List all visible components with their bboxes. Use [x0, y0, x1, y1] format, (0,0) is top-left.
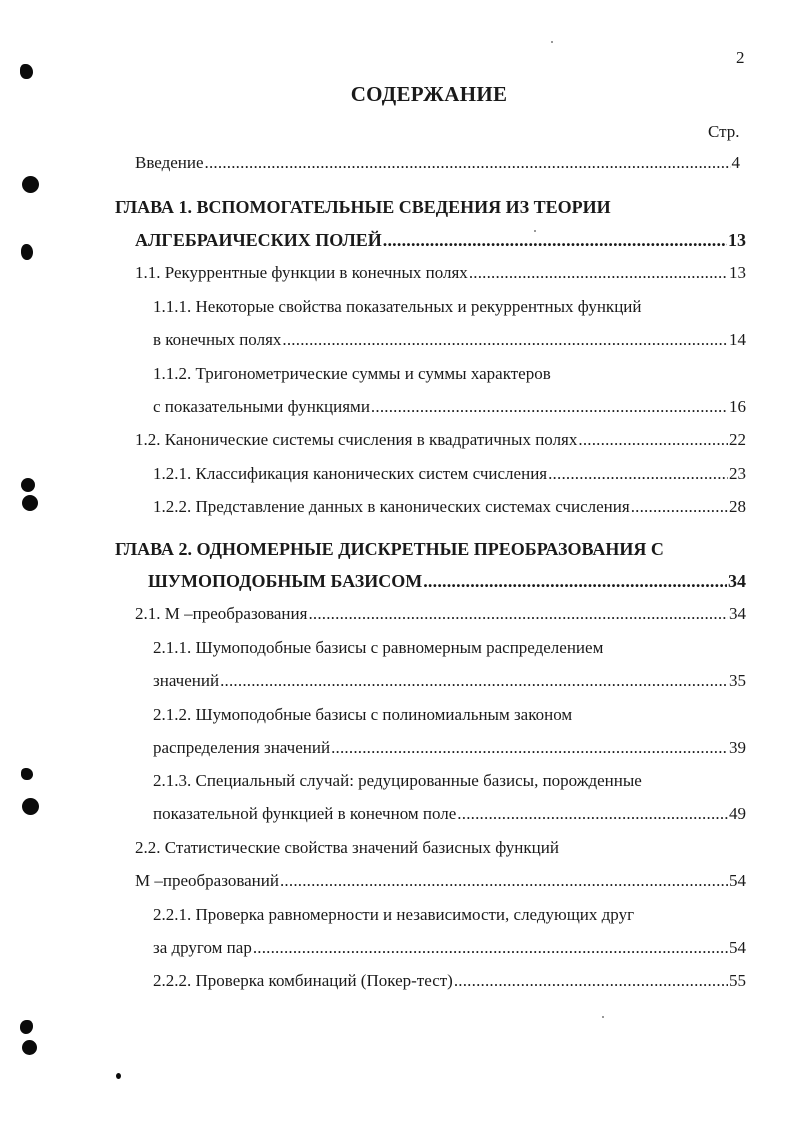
toc-entry-page: 34	[728, 571, 746, 591]
page-title: СОДЕРЖАНИЕ	[350, 82, 508, 106]
leader-dots	[331, 737, 728, 759]
leader-dots	[280, 870, 728, 892]
toc-entry-page: 22	[729, 430, 746, 449]
toc-entry-page: 54	[729, 871, 746, 890]
toc-entry-page: 13	[728, 230, 746, 250]
toc-entry-2-2-1[interactable]	[153, 937, 746, 959]
toc-entry-label: за другом пар	[153, 938, 252, 957]
leader-dots	[308, 603, 728, 625]
toc-entry-2-1[interactable]	[135, 603, 746, 625]
toc-entry-page: 23	[729, 464, 746, 483]
toc-entry-page: 4	[731, 153, 740, 172]
toc-entry-label: 2.1. М –преобразования	[135, 604, 308, 623]
leader-dots	[548, 463, 728, 485]
toc-entry-1-2[interactable]	[135, 429, 746, 451]
toc-entry-1-1-2-line1: 1.1.2. Тригонометрические суммы и суммы характеров	[153, 364, 551, 383]
toc-entry-2-2[interactable]	[135, 870, 746, 892]
toc-entry-label: 1.2. Канонические системы счисления в квадратичных полях	[135, 430, 578, 449]
toc-entry-2-1-2[interactable]	[153, 737, 746, 759]
page-column-label: Стр.	[708, 122, 740, 141]
leader-dots	[457, 803, 728, 825]
leader-dots	[578, 429, 728, 451]
toc-entry-introduction[interactable]	[135, 152, 740, 174]
toc-entry-page: 13	[729, 263, 746, 282]
toc-entry-2-1-2-line1: 2.1.2. Шумоподобные базисы с полиномиальным законом	[153, 705, 573, 724]
punch-hole	[22, 798, 39, 815]
toc-entry-2-2-2[interactable]	[153, 970, 746, 992]
scan-blot	[20, 64, 33, 79]
toc-entry-1-1-1[interactable]	[153, 329, 746, 351]
scan-blot	[21, 478, 35, 492]
toc-entry-page: 14	[729, 330, 746, 349]
toc-entry-2-2-1-line1: 2.2.1. Проверка равномерности и независимости, следующих друг	[153, 905, 635, 924]
toc-entry-label: с показательными функциями	[153, 397, 370, 416]
toc-entry-1-1[interactable]	[135, 262, 746, 284]
scan-speck	[551, 41, 553, 43]
scan-speck	[602, 1016, 604, 1018]
toc-entry-page: 16	[729, 397, 746, 416]
toc-entry-label: Введение	[135, 153, 204, 172]
punch-hole	[22, 495, 38, 511]
leader-dots	[383, 229, 727, 251]
punch-hole	[22, 176, 39, 193]
toc-chapter-1-line1: ГЛАВА 1. ВСПОМОГАТЕЛЬНЫЕ СВЕДЕНИЯ ИЗ ТЕОРИИ	[115, 197, 611, 217]
page-number: 2	[736, 48, 745, 67]
leader-dots	[454, 970, 728, 992]
toc-entry-2-1-3[interactable]	[153, 803, 746, 825]
toc-entry-page: 55	[729, 971, 746, 990]
toc-entry-label: ШУМОПОДОБНЫМ БАЗИСОМ	[148, 571, 423, 591]
leader-dots	[371, 396, 728, 418]
toc-entry-label: показательной функцией в конечном поле	[153, 804, 457, 823]
toc-entry-2-1-3-line1: 2.1.3. Специальный случай: редуцированные базисы, порожденные	[153, 771, 642, 790]
toc-chapter-2-line1: ГЛАВА 2. ОДНОМЕРНЫЕ ДИСКРЕТНЫЕ ПРЕОБРАЗОВАНИЯ С	[115, 539, 664, 559]
toc-entry-label: М –преобразований	[135, 871, 279, 890]
toc-entry-page: 34	[729, 604, 746, 623]
toc-entry-label: распределения значений	[153, 738, 331, 757]
leader-dots	[205, 152, 731, 174]
leader-dots	[282, 329, 728, 351]
toc-entry-1-1-2[interactable]	[153, 396, 746, 418]
leader-dots	[220, 670, 728, 692]
toc-entry-label: 2.2.2. Проверка комбинаций (Покер-тест)	[153, 971, 453, 990]
toc-entry-label: АЛГЕБРАИЧЕСКИХ ПОЛЕЙ	[135, 230, 382, 250]
toc-entry-chapter-2[interactable]	[148, 570, 746, 592]
toc-entry-label: значений	[153, 671, 220, 690]
leader-dots	[631, 496, 728, 518]
toc-entry-2-2-line1: 2.2. Статистические свойства значений базисных функций	[135, 838, 559, 857]
toc-entry-label: в конечных полях	[153, 330, 282, 349]
toc-entry-1-2-2[interactable]	[153, 496, 746, 518]
scan-blot	[20, 1020, 33, 1034]
leader-dots	[423, 570, 727, 592]
toc-entry-2-1-1[interactable]	[153, 670, 746, 692]
toc-entry-page: 54	[729, 938, 746, 957]
toc-entry-page: 39	[729, 738, 746, 757]
toc-entry-label: 1.1. Рекуррентные функции в конечных полях	[135, 263, 468, 282]
punch-hole	[22, 1040, 37, 1055]
scan-blot	[21, 244, 33, 260]
toc-entry-2-1-1-line1: 2.1.1. Шумоподобные базисы с равномерным распределением	[153, 638, 604, 657]
toc-entry-label: 1.2.1. Классификация канонических систем счисления	[153, 464, 548, 483]
toc-entry-label: 1.2.2. Представление данных в канонических системах счисления	[153, 497, 630, 516]
toc-entry-page: 35	[729, 671, 746, 690]
scan-speck	[116, 1073, 121, 1079]
scan-speck	[534, 230, 536, 232]
scan-blot	[21, 768, 33, 780]
toc-entry-1-2-1[interactable]	[153, 463, 746, 485]
toc-entry-page: 49	[729, 804, 746, 823]
toc-entry-page: 28	[729, 497, 746, 516]
toc-entry-1-1-1-line1: 1.1.1. Некоторые свойства показательных и рекуррентных функций	[153, 297, 642, 316]
toc-entry-chapter-1[interactable]	[135, 229, 746, 251]
leader-dots	[469, 262, 728, 284]
leader-dots	[253, 937, 728, 959]
